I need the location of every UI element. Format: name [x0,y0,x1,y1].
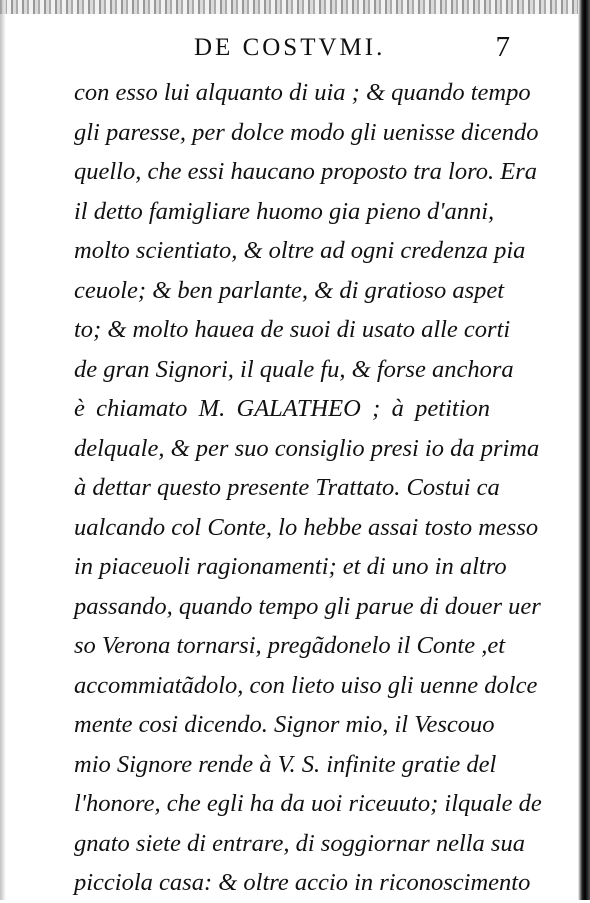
text-line: ceuole; & ben parlante, & di gratioso aspet [74,276,505,304]
text-line: passando, quando tempo gli parue di douer uer [74,592,541,620]
page-binding-shadow [578,0,590,900]
text-line: ualcando col Conte, lo hebbe assai tosto messo [74,513,539,541]
text-line: delquale, & per suo consiglio presi io da prima [74,434,540,462]
text-line: quello, che essi haucano proposto tra loro. Era [74,158,537,185]
text-line: il detto famigliare huomo gia pieno d'anni, [74,197,495,225]
text-line: de gran Signori, il quale fu, & forse anchora [74,355,514,383]
text-line: mio Signore rende à V. S. infinite gratie del [74,750,497,778]
page-top-edge [0,0,590,14]
text-line: gli paresse, per dolce modo gli uenisse dicendo [74,118,539,146]
text-line: gnato siete di entrare, di soggiornar nella sua [74,829,525,857]
text-line: molto scientiato, & oltre ad ogni credenza pia [74,237,526,264]
text-line: à dettar questo presente Trattato. Costui ca [74,474,500,501]
text-line: accommiatãdolo, con lieto uiso gli uenne dolce [74,671,538,699]
text-line: to; & molto hauea de suoi di usato alle corti [74,316,511,343]
page-number: 7 [495,31,510,63]
running-head: DE COSTVMI. [194,34,386,61]
text-line: in piaceuoli ragionamenti; et di uno in altro [74,553,507,580]
page-left-edge [0,0,6,900]
page-header [70,31,510,74]
text-line: mente cosi dicendo. Signor mio, il Vescouo [74,711,495,738]
text-line: con esso lui alquanto di uia ; & quando tempo [74,79,531,106]
body-text [74,73,542,903]
text-line: so Verona tornarsi, pregãdonelo il Conte ,et [74,632,505,659]
text-line: l'honore, che egli ha da uoi riceuuto; ilquale de [74,790,542,817]
text-line: picciola casa: & oltre accio in riconoscimento [74,869,531,896]
text-line: è chiamato M. GALATHEO ; à petition [74,395,490,422]
